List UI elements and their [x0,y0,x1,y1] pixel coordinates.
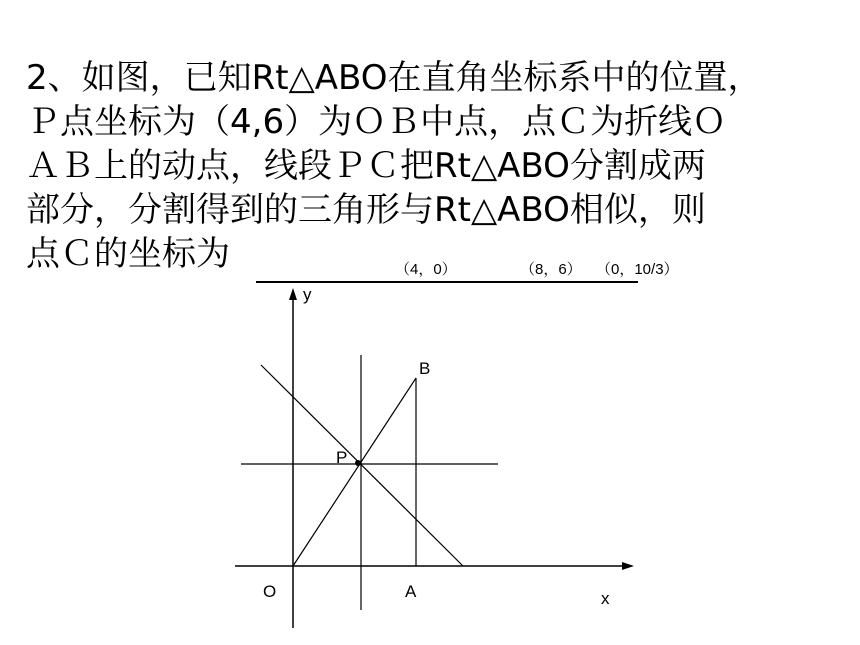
origin-label: O [263,582,277,601]
problem-line-4: 部分，分割得到的三角形与Rt△ABO相似，则 [26,190,706,230]
segment-ob [293,378,416,566]
y-axis-label: y [303,285,312,304]
x-axis-arrow [622,562,634,570]
point-p-label: P [336,448,348,467]
x-axis-label: x [601,589,610,608]
diagonal-line-through-p [261,365,463,566]
point-b-label: B [419,359,431,378]
point-a-label: A [405,582,417,601]
y-axis-arrow [289,288,297,300]
problem-line-5: 点Ｃ的坐标为 [26,234,230,274]
problem-line-2: Ｐ点坐标为（4,6）为ＯＢ中点，点Ｃ为折线Ｏ [26,102,727,142]
answer-3: （0，10/3） [596,261,679,278]
problem-line-1: 2、如图，已知Rt△ABO在直角坐标系中的位置， [26,58,762,98]
answer-2: （8，6） [520,261,582,278]
point-p [355,460,361,466]
answer-1: （4，0） [395,261,457,278]
problem-line-3: ＡＢ上的动点，线段ＰＣ把Rt△ABO分割成两 [26,146,706,186]
